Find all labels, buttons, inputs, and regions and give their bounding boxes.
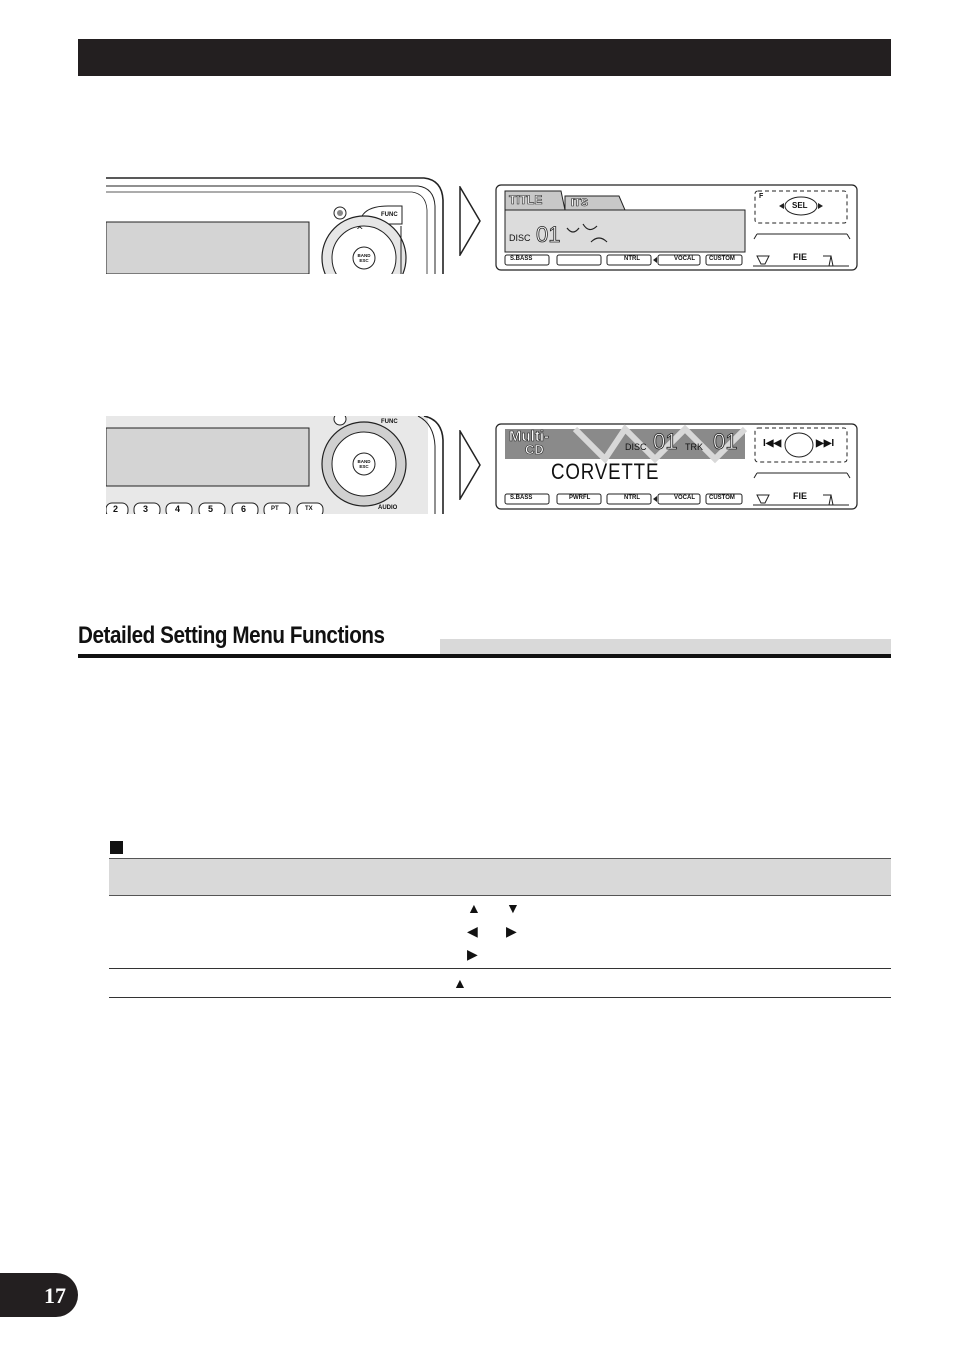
lcd-trk-number: 01 xyxy=(713,429,738,454)
lcd-trk-label: TRK xyxy=(685,442,703,452)
key-2: 2 xyxy=(113,504,119,514)
right-arrow-icon-2: ▶ xyxy=(467,946,478,962)
band-esc-label: BAND ESC xyxy=(357,253,371,263)
page-number-tab xyxy=(0,1273,78,1317)
arrow-right-icon xyxy=(459,186,481,261)
section-heading-band xyxy=(440,639,891,654)
eq-button-custom: CUSTOM xyxy=(709,256,735,262)
square-bullet-icon xyxy=(110,841,123,854)
svg-text:^: ^ xyxy=(356,226,364,236)
lcd-disc-number: 01 xyxy=(536,222,561,247)
left-arrow-icon: ◀ xyxy=(467,923,478,939)
func-button-label: FUNC xyxy=(381,212,398,218)
eq-button-sbass: S.BASS xyxy=(510,256,533,262)
prev-track-icon: I◀◀ xyxy=(763,438,782,449)
lcd-title-text: CORVETTE xyxy=(551,459,660,484)
lcd-display-1 xyxy=(495,184,858,271)
eq-button-vocal: VOCAL xyxy=(674,256,695,262)
key-6: 6 xyxy=(241,504,247,514)
key-3: 3 xyxy=(143,504,149,514)
lcd-disc-label-2: DISC xyxy=(625,442,647,452)
lcd-display-2 xyxy=(495,423,858,510)
next-track-icon: ▶▶I xyxy=(816,438,835,449)
head-unit-illustration-1 xyxy=(106,176,446,274)
eq-button-sbass-2: S.BASS xyxy=(510,495,533,501)
lcd-disc-label: DISC xyxy=(509,233,531,243)
key-tx: TX xyxy=(305,506,313,512)
audio-button-label: AUDIO xyxy=(378,505,398,511)
eq-button-ntrl: NTRL xyxy=(624,256,640,262)
down-arrow-icon: ▼ xyxy=(506,900,520,916)
arrow-right-icon-2 xyxy=(459,430,481,505)
head-unit-illustration-2 xyxy=(106,416,446,514)
up-arrow-icon: ▲ xyxy=(467,900,481,916)
lcd-its-tab: ITS xyxy=(571,197,589,209)
lcd-f-label: F xyxy=(759,193,764,200)
eq-button-vocal-2: VOCAL xyxy=(674,495,695,501)
lcd-fie-label: FIE xyxy=(793,252,808,262)
eq-button-custom-2: CUSTOM xyxy=(709,495,735,501)
eq-button-pwrfl: PWRFL xyxy=(569,495,591,501)
right-arrow-icon: ▶ xyxy=(506,923,517,939)
up-arrow-icon-2: ▲ xyxy=(453,975,467,991)
section-title: Detailed Setting Menu Functions xyxy=(78,622,385,649)
key-5: 5 xyxy=(208,504,214,514)
lcd-sel-label: SEL xyxy=(792,201,808,210)
table-row-divider xyxy=(109,968,891,969)
func-button-label-2: FUNC xyxy=(381,419,398,425)
page-number: 17 xyxy=(44,1283,66,1308)
table-header xyxy=(109,858,891,896)
lcd-source-line1: Multi- xyxy=(509,428,549,445)
lcd-source-line2: CD xyxy=(525,442,544,457)
key-4: 4 xyxy=(175,504,181,514)
table-bottom-rule xyxy=(109,997,891,998)
eq-button-ntrl-2: NTRL xyxy=(624,495,640,501)
lcd-fie-label-2: FIE xyxy=(793,491,808,501)
header-bar xyxy=(78,39,891,76)
lcd-disc-number-2: 01 xyxy=(653,429,678,454)
key-pt: PT xyxy=(271,506,279,512)
section-rule xyxy=(78,654,891,658)
lcd-title-tab: TITLE xyxy=(509,193,543,207)
band-esc-label-2: BAND ESC xyxy=(357,459,371,469)
